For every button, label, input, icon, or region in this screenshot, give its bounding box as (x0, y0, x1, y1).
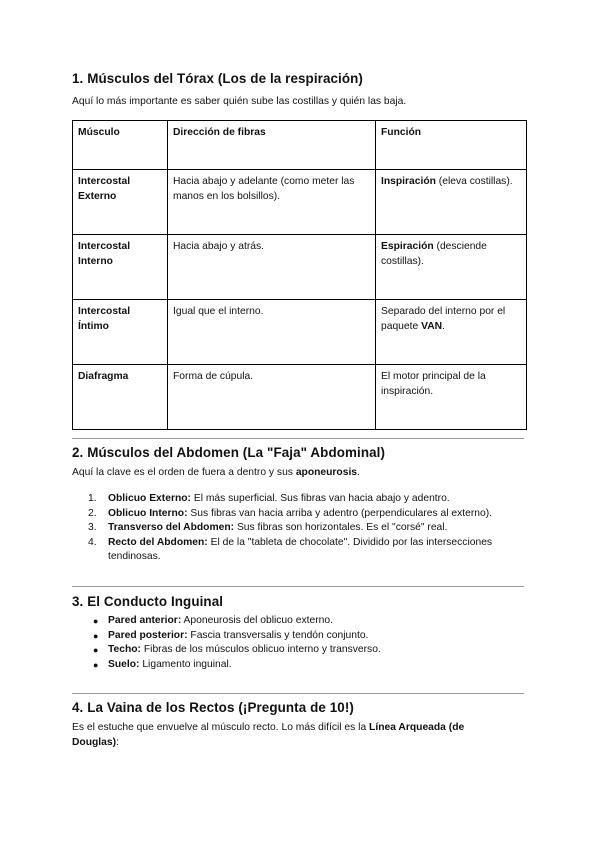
section-divider (72, 438, 524, 439)
section2-title: 2. Músculos del Abdomen (La "Faja" Abdominal) (72, 445, 386, 460)
header-muscle: Músculo (73, 121, 168, 170)
intro-bold-cont: Douglas) (72, 736, 117, 748)
item-label: Pared anterior: (108, 615, 182, 626)
muscle-name: Diafragma (73, 365, 168, 430)
intro-end: : (116, 736, 119, 748)
intro-bold: Línea Arqueada (de (369, 722, 465, 733)
header-fibers: Dirección de fibras (168, 121, 376, 170)
item-number: 3. (88, 522, 97, 534)
inguinal-canal-list (72, 614, 532, 672)
item-label: Techo: (108, 644, 141, 656)
table-row (73, 170, 527, 235)
intro-text: Aquí la clave es el orden de fuera a dentro y sus (72, 467, 296, 478)
item-label: Oblicuo Externo: (108, 493, 191, 504)
item-number: 1. (88, 493, 97, 504)
list-item (72, 658, 532, 673)
item-text: El más superficial. Sus fibras van hacia abajo y adentro. (190, 493, 450, 504)
function-bold: Espiración (381, 241, 434, 252)
section4-title: 4. La Vaina de los Rectos (¡Pregunta de 10!) (72, 700, 354, 715)
table-row (73, 365, 527, 430)
item-text: Fascia transversalis y tendón conjunto. (187, 629, 369, 641)
bullet-icon: ● (93, 630, 99, 641)
abdomen-muscle-list (72, 492, 532, 565)
function-text: (desciende costillas). (381, 241, 487, 267)
section1-title: 1. Músculos del Tórax (Los de la respiración) (72, 71, 363, 86)
section4-intro (72, 721, 464, 750)
muscle-function (376, 235, 527, 300)
list-item (72, 492, 532, 507)
thorax-muscles-table (72, 120, 527, 430)
item-label: Transverso del Abdomen: (108, 522, 235, 534)
function-text-end: . (442, 320, 445, 332)
list-item (72, 643, 532, 658)
item-label: Recto del Abdomen: (108, 536, 208, 548)
item-text: Sus fibras son horizontales. Es el "corsé" real. (234, 522, 448, 534)
intro-end: . (357, 467, 360, 478)
section-divider (72, 693, 524, 694)
function-bold: Inspiración (381, 176, 436, 187)
fiber-direction: Hacia abajo y adelante (como meter las manos en los bolsillos). (168, 170, 376, 235)
item-text: Ligamento inguinal. (139, 658, 232, 670)
function-bold: VAN (421, 320, 443, 332)
function-text: Separado del interno por el paquete (381, 306, 506, 332)
list-item (72, 629, 532, 644)
fiber-direction: Forma de cúpula. (168, 365, 376, 430)
item-number: 4. (88, 536, 97, 548)
header-function: Función (376, 121, 527, 170)
bullet-icon: ● (93, 616, 99, 626)
fiber-direction: Igual que el interno. (168, 300, 376, 365)
table-row (73, 300, 527, 365)
list-item (72, 507, 532, 522)
bullet-icon: ● (93, 645, 99, 656)
item-label: Pared posterior: (108, 629, 188, 641)
section2-intro (72, 466, 360, 481)
muscle-function (376, 300, 527, 365)
muscle-name: Intercostal Interno (73, 235, 168, 300)
intro-text: Es el estuche que envuelve al músculo recto. Lo más difícil es la (72, 722, 370, 733)
intro-bold: aponeurosis (295, 467, 358, 478)
list-item (72, 521, 532, 536)
section-divider (72, 586, 524, 587)
item-text: Aponeurosis del oblicuo externo. (181, 615, 333, 626)
table-header-row (73, 121, 527, 170)
item-label: Oblicuo Interno: (108, 507, 188, 519)
item-text: Sus fibras van hacia arriba y adentro (perpendiculares al externo). (187, 507, 493, 519)
table-row (73, 235, 527, 300)
item-number: 2. (88, 507, 97, 519)
muscle-function: El motor principal de la inspiración. (376, 365, 527, 430)
item-text: El de la "tableta de chocolate". Dividido por las intersecciones tendinosas. (108, 536, 493, 563)
list-item (72, 536, 532, 565)
item-label: Suelo: (108, 658, 140, 670)
function-text: (eleva costillas). (435, 176, 513, 187)
bullet-icon: ● (93, 659, 99, 670)
muscle-name: Intercostal Externo (73, 170, 168, 235)
item-text: Fibras de los músculos oblicuo interno y transverso. (141, 644, 381, 656)
muscle-name: Intercostal Íntimo (73, 300, 168, 365)
section3-title: 3. El Conducto Inguinal (72, 594, 224, 609)
fiber-direction: Hacia abajo y atrás. (168, 235, 376, 300)
list-item (72, 614, 532, 629)
muscle-function (376, 170, 527, 235)
section1-intro: Aquí lo más importante es saber quién sube las costillas y quién las baja. (72, 96, 407, 107)
